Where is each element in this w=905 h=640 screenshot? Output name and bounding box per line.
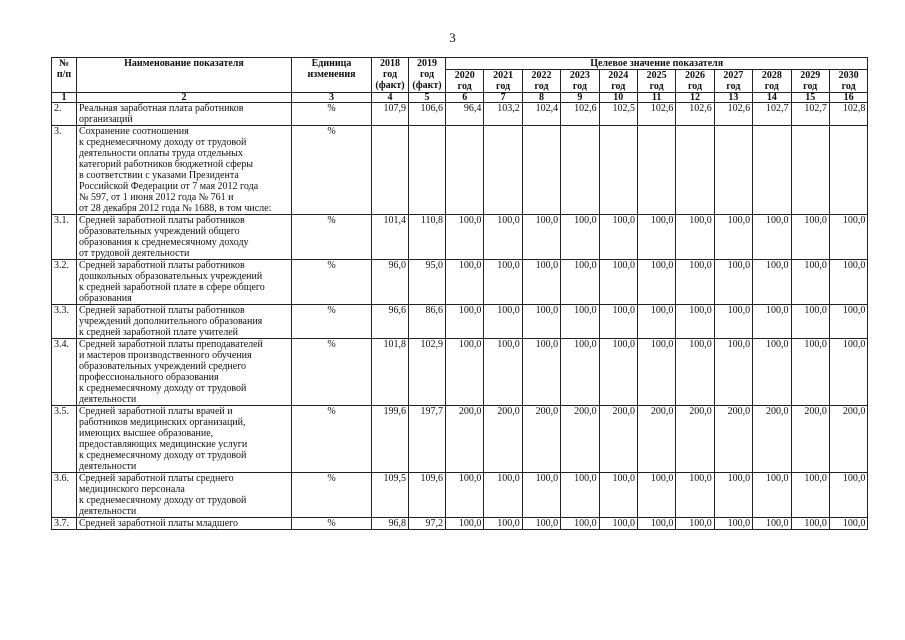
- column-number: 8: [522, 93, 560, 103]
- unit-cell: %: [292, 126, 372, 215]
- value-cell: 100,0: [791, 215, 829, 260]
- table-row: [52, 406, 868, 473]
- value-cell: 100,0: [637, 473, 675, 518]
- value-cell: 199,6: [372, 406, 409, 473]
- table-row: [52, 103, 868, 126]
- value-cell: 100,0: [484, 215, 522, 260]
- value-cell: 100,0: [753, 339, 791, 406]
- header-year: 2022 год: [522, 70, 560, 93]
- value-cell: 100,0: [753, 518, 791, 530]
- value-cell: 100,0: [753, 260, 791, 305]
- column-number: 3: [292, 93, 372, 103]
- row-number: 3.4.: [52, 339, 77, 406]
- value-cell: 100,0: [484, 339, 522, 406]
- value-cell: 200,0: [714, 406, 752, 473]
- table-row: [52, 305, 868, 339]
- value-cell: 100,0: [791, 305, 829, 339]
- value-cell: 100,0: [446, 305, 484, 339]
- value-cell: 100,0: [446, 260, 484, 305]
- value-cell: [829, 126, 868, 215]
- value-cell: [409, 126, 446, 215]
- value-cell: 100,0: [676, 215, 714, 260]
- header-year: 2024 год: [599, 70, 637, 93]
- value-cell: 100,0: [484, 473, 522, 518]
- column-number: 7: [484, 93, 522, 103]
- value-cell: 100,0: [753, 473, 791, 518]
- value-cell: 100,0: [599, 215, 637, 260]
- column-number: 13: [714, 93, 752, 103]
- value-cell: 100,0: [561, 518, 599, 530]
- value-cell: 100,0: [829, 518, 868, 530]
- row-number: 2.: [52, 103, 77, 126]
- value-cell: 100,0: [446, 473, 484, 518]
- row-number: 3.7.: [52, 518, 77, 530]
- header-row-top: [52, 58, 868, 70]
- unit-cell: %: [292, 406, 372, 473]
- table-row: [52, 518, 868, 530]
- unit-cell: %: [292, 260, 372, 305]
- column-number: 16: [829, 93, 868, 103]
- value-cell: 100,0: [561, 473, 599, 518]
- value-cell: 100,0: [522, 215, 560, 260]
- value-cell: 97,2: [409, 518, 446, 530]
- value-cell: 100,0: [791, 339, 829, 406]
- value-cell: [522, 126, 560, 215]
- value-cell: 100,0: [599, 305, 637, 339]
- header-year: 2025 год: [637, 70, 675, 93]
- value-cell: 102,7: [791, 103, 829, 126]
- value-cell: 100,0: [522, 518, 560, 530]
- header-year: 2030 год: [829, 70, 868, 93]
- row-number: 3.2.: [52, 260, 77, 305]
- column-number: 11: [637, 93, 675, 103]
- value-cell: 100,0: [714, 215, 752, 260]
- row-number: 3.: [52, 126, 77, 215]
- value-cell: 95,0: [409, 260, 446, 305]
- value-cell: 100,0: [599, 473, 637, 518]
- value-cell: 102,6: [637, 103, 675, 126]
- value-cell: 100,0: [484, 305, 522, 339]
- value-cell: 100,0: [446, 339, 484, 406]
- header-name: Наименование показателя: [77, 58, 292, 93]
- indicator-name: Средней заработной платы среднего медицинского персонала к среднемесячному доходу от трудовой деятельности: [77, 473, 292, 518]
- value-cell: 100,0: [829, 473, 868, 518]
- value-cell: 96,6: [372, 305, 409, 339]
- header-year: 2020 год: [446, 70, 484, 93]
- indicator-name: Средней заработной платы работников дошкольных образовательных учреждений к средней заработной плате в сфере общего образования: [77, 260, 292, 305]
- unit-cell: %: [292, 103, 372, 126]
- column-number: 15: [791, 93, 829, 103]
- value-cell: 100,0: [484, 260, 522, 305]
- value-cell: 100,0: [561, 339, 599, 406]
- column-number: 4: [372, 93, 409, 103]
- value-cell: [676, 126, 714, 215]
- value-cell: 100,0: [561, 305, 599, 339]
- value-cell: 101,8: [372, 339, 409, 406]
- indicator-name: Сохранение соотношения к среднемесячному доходу от трудовой деятельности оплаты труда отдельных категорий работников бюджетной сферы в соответствии с указами Президента Российской Федерации от 7 мая 2012 года № 597, от 1 июня 2012 года № 761 и от 28 декабря 2012 года № 1688, в том числе:: [77, 126, 292, 215]
- header-year: 2021 год: [484, 70, 522, 93]
- indicator-name: Средней заработной платы преподавателей и мастеров производственного обучения образовательных учреждений среднего профессионального образования к среднемесячному доходу от трудовой деятельности: [77, 339, 292, 406]
- value-cell: 96,0: [372, 260, 409, 305]
- indicator-name: Средней заработной платы врачей и работников медицинских организаций, имеющих высшее образование, предоставляющих медицинские услуги к среднемесячному доходу от трудовой деятельности: [77, 406, 292, 473]
- header-year: 2026 год: [676, 70, 714, 93]
- value-cell: 100,0: [599, 518, 637, 530]
- row-number: 3.6.: [52, 473, 77, 518]
- value-cell: 100,0: [637, 260, 675, 305]
- value-cell: 100,0: [829, 305, 868, 339]
- value-cell: 200,0: [637, 406, 675, 473]
- value-cell: 200,0: [753, 406, 791, 473]
- indicator-name: Средней заработной платы работников учреждений дополнительного образования к средней заработной плате учителей: [77, 305, 292, 339]
- value-cell: 100,0: [791, 260, 829, 305]
- value-cell: 100,0: [637, 215, 675, 260]
- table-row: [52, 260, 868, 305]
- value-cell: 100,0: [484, 518, 522, 530]
- page-number: 3: [449, 30, 456, 45]
- value-cell: 200,0: [446, 406, 484, 473]
- column-number: 1: [52, 93, 77, 103]
- unit-cell: %: [292, 215, 372, 260]
- value-cell: 100,0: [637, 305, 675, 339]
- value-cell: 100,0: [753, 305, 791, 339]
- value-cell: 103,2: [484, 103, 522, 126]
- header-fact-2018: 2018 год (факт): [372, 58, 409, 93]
- header-year: 2029 год: [791, 70, 829, 93]
- value-cell: 100,0: [637, 518, 675, 530]
- value-cell: 110,8: [409, 215, 446, 260]
- table-row: [52, 339, 868, 406]
- value-cell: 100,0: [637, 339, 675, 406]
- value-cell: 200,0: [484, 406, 522, 473]
- value-cell: 102,7: [753, 103, 791, 126]
- column-number: 14: [753, 93, 791, 103]
- value-cell: [446, 126, 484, 215]
- value-cell: 102,8: [829, 103, 868, 126]
- indicators-table: [51, 57, 868, 530]
- unit-cell: %: [292, 305, 372, 339]
- value-cell: 100,0: [714, 339, 752, 406]
- column-number: 2: [77, 93, 292, 103]
- header-fact-2019: 2019 год (факт): [409, 58, 446, 93]
- value-cell: 100,0: [522, 339, 560, 406]
- value-cell: 100,0: [829, 339, 868, 406]
- value-cell: 100,0: [714, 518, 752, 530]
- indicator-name: Средней заработной платы работников образовательных учреждений общего образования к среднемесячному доходу от трудовой деятельности: [77, 215, 292, 260]
- value-cell: 100,0: [446, 518, 484, 530]
- column-number: 6: [446, 93, 484, 103]
- value-cell: 106,6: [409, 103, 446, 126]
- value-cell: 100,0: [676, 260, 714, 305]
- value-cell: 96,8: [372, 518, 409, 530]
- value-cell: 101,4: [372, 215, 409, 260]
- column-number: 10: [599, 93, 637, 103]
- value-cell: 86,6: [409, 305, 446, 339]
- value-cell: 200,0: [561, 406, 599, 473]
- value-cell: 100,0: [676, 305, 714, 339]
- indicator-name: Средней заработной платы младшего: [77, 518, 292, 530]
- value-cell: 107,9: [372, 103, 409, 126]
- column-numbers-row: [52, 93, 868, 103]
- value-cell: 100,0: [676, 339, 714, 406]
- row-number: 3.5.: [52, 406, 77, 473]
- value-cell: 100,0: [791, 518, 829, 530]
- value-cell: 100,0: [714, 260, 752, 305]
- table-row: [52, 473, 868, 518]
- unit-cell: %: [292, 339, 372, 406]
- row-number: 3.1.: [52, 215, 77, 260]
- value-cell: 100,0: [714, 305, 752, 339]
- header-year: 2023 год: [561, 70, 599, 93]
- value-cell: 102,5: [599, 103, 637, 126]
- value-cell: 200,0: [522, 406, 560, 473]
- value-cell: 100,0: [561, 260, 599, 305]
- value-cell: [714, 126, 752, 215]
- column-number: 5: [409, 93, 446, 103]
- value-cell: [791, 126, 829, 215]
- header-unit: Единица изменения: [292, 58, 372, 93]
- table-row: [52, 126, 868, 215]
- value-cell: 100,0: [599, 339, 637, 406]
- value-cell: 100,0: [522, 260, 560, 305]
- row-number: 3.3.: [52, 305, 77, 339]
- value-cell: 200,0: [599, 406, 637, 473]
- value-cell: [599, 126, 637, 215]
- header-num: № п/п: [52, 58, 77, 93]
- value-cell: [637, 126, 675, 215]
- value-cell: 197,7: [409, 406, 446, 473]
- value-cell: 100,0: [522, 305, 560, 339]
- value-cell: 102,6: [676, 103, 714, 126]
- value-cell: 102,4: [522, 103, 560, 126]
- value-cell: [372, 126, 409, 215]
- value-cell: [484, 126, 522, 215]
- value-cell: 102,6: [714, 103, 752, 126]
- value-cell: 200,0: [829, 406, 868, 473]
- column-number: 12: [676, 93, 714, 103]
- value-cell: 100,0: [561, 215, 599, 260]
- value-cell: 100,0: [829, 215, 868, 260]
- unit-cell: %: [292, 473, 372, 518]
- header-year: 2027 год: [714, 70, 752, 93]
- value-cell: [561, 126, 599, 215]
- header-target: Целевое значение показателя: [446, 58, 868, 70]
- value-cell: 102,9: [409, 339, 446, 406]
- value-cell: 100,0: [714, 473, 752, 518]
- value-cell: 100,0: [676, 518, 714, 530]
- value-cell: 100,0: [446, 215, 484, 260]
- value-cell: 102,6: [561, 103, 599, 126]
- table-row: [52, 215, 868, 260]
- value-cell: 200,0: [791, 406, 829, 473]
- value-cell: 100,0: [599, 260, 637, 305]
- value-cell: 100,0: [522, 473, 560, 518]
- value-cell: 100,0: [676, 473, 714, 518]
- value-cell: 200,0: [676, 406, 714, 473]
- indicator-name: Реальная заработная плата работников организаций: [77, 103, 292, 126]
- value-cell: 100,0: [791, 473, 829, 518]
- value-cell: 109,5: [372, 473, 409, 518]
- value-cell: 109,6: [409, 473, 446, 518]
- unit-cell: %: [292, 518, 372, 530]
- value-cell: 100,0: [753, 215, 791, 260]
- column-number: 9: [561, 93, 599, 103]
- value-cell: 100,0: [829, 260, 868, 305]
- value-cell: 96,4: [446, 103, 484, 126]
- header-year: 2028 год: [753, 70, 791, 93]
- value-cell: [753, 126, 791, 215]
